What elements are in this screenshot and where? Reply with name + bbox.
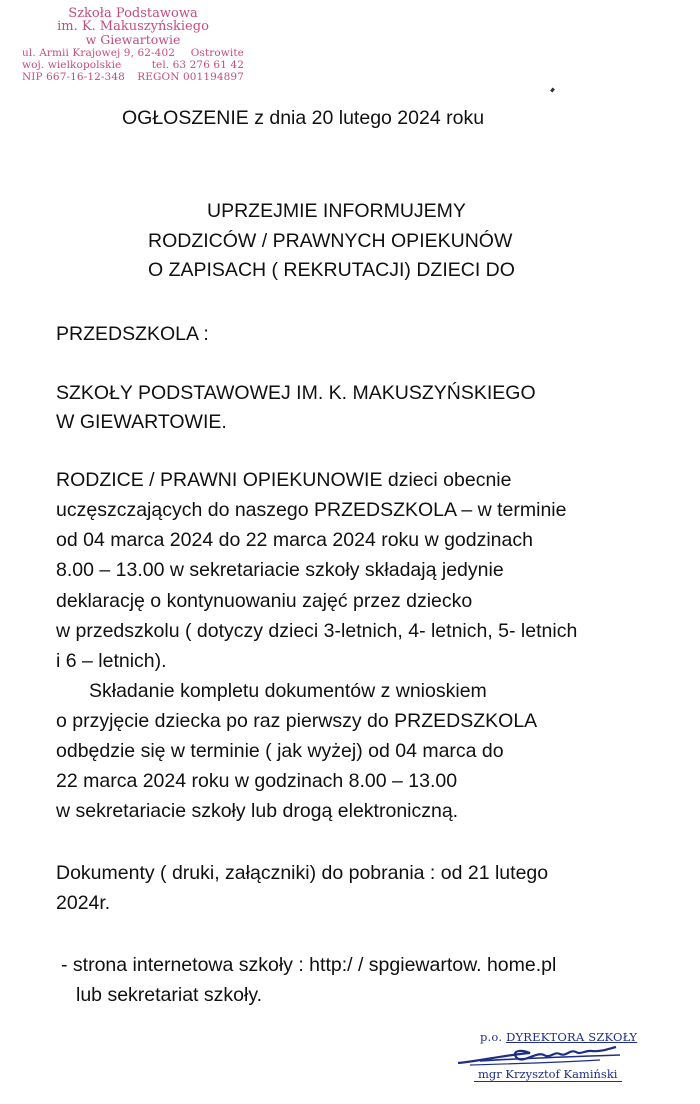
stamp-regon: REGON 001194897 <box>137 71 244 83</box>
signature-block <box>450 1025 640 1095</box>
paragraph-line: o przyjęcie dziecka po raz pierwszy do PRZEDSZKOLA <box>56 710 538 732</box>
sources-line: - strona internetowa szkoły : http:/ / spgiewartow. home.pl <box>61 954 557 976</box>
stamp-school-name: Szkoła Podstawowa <box>68 6 198 21</box>
documents-line: 2024r. <box>56 892 111 914</box>
stamp-address: ul. Armii Krajowej 9, 62-402 <box>22 47 176 59</box>
paragraph-line: odbędzie się w terminie ( jak wyżej) od 04 marca do <box>56 740 504 762</box>
stamp-ids-row <box>22 71 244 83</box>
notice-heading: OGŁOSZENIE z dnia 20 lutego 2024 roku <box>122 107 485 129</box>
paragraph-line: w przedszkolu ( dotyczy dzieci 3-letnich, 4- letnich, 5- letnich <box>56 620 578 642</box>
section-school: W GIEWARTOWIE. <box>56 411 227 433</box>
intro-line: UPRZEJMIE INFORMUJEMY <box>207 200 466 222</box>
section-school: SZKOŁY PODSTAWOWEJ IM. K. MAKUSZYŃSKIEGO <box>56 382 536 404</box>
stamp-place: w Giewartowie <box>85 32 181 47</box>
stamp-address-row <box>22 47 244 59</box>
paragraph-line: 8.00 – 13.00 w sekretariacie szkoły składają jedynie <box>56 559 504 581</box>
signature-name: mgr Krzysztof Kamiński <box>478 1067 618 1081</box>
stamp-nip: NIP 667-16-12-348 <box>22 71 125 83</box>
stamp-region: woj. wielkopolskie <box>22 59 122 71</box>
school-stamp <box>22 7 244 83</box>
paragraph-line: 22 marca 2024 roku w godzinach 8.00 – 13.00 <box>56 770 458 792</box>
signature-underline <box>474 1081 622 1082</box>
documents-line: Dokumenty ( druki, załączniki) do pobrania : od 21 lutego <box>56 862 549 884</box>
signature-prefix: p.o. <box>480 1030 503 1044</box>
stamp-region-row <box>22 59 244 71</box>
signature-role: DYREKTORA SZKOŁY <box>506 1030 638 1044</box>
intro-line: RODZICÓW / PRAWNYCH OPIEKUNÓW <box>148 230 513 252</box>
stamp-patron: im. K. Makuszyńskiego <box>57 19 209 34</box>
paragraph-line: od 04 marca 2024 do 22 marca 2024 roku w godzinach <box>56 529 533 551</box>
paragraph-line: deklarację o kontynuowaniu zajęć przez dziecko <box>56 590 473 612</box>
paragraph-line: Składanie kompletu dokumentów z wnioskiem <box>89 680 487 702</box>
sources-line: lub sekretariat szkoły. <box>76 984 263 1006</box>
stamp-phone: tel. 63 276 61 42 <box>151 59 244 71</box>
paragraph-line: RODZICE / PRAWNI OPIEKUNOWIE dzieci obecnie <box>56 469 512 491</box>
scan-mark <box>550 88 555 93</box>
stamp-town: Ostrowite <box>190 47 244 59</box>
intro-line: O ZAPISACH ( REKRUTACJI) DZIECI DO <box>148 259 515 281</box>
paragraph-line: uczęszczających do naszego PRZEDSZKOLA – w terminie <box>56 499 567 521</box>
paragraph-line: i 6 – letnich). <box>56 650 167 672</box>
section-preschool: PRZEDSZKOLA : <box>56 323 209 345</box>
paragraph-line: w sekretariacie szkoły lub drogą elektroniczną. <box>56 800 459 822</box>
